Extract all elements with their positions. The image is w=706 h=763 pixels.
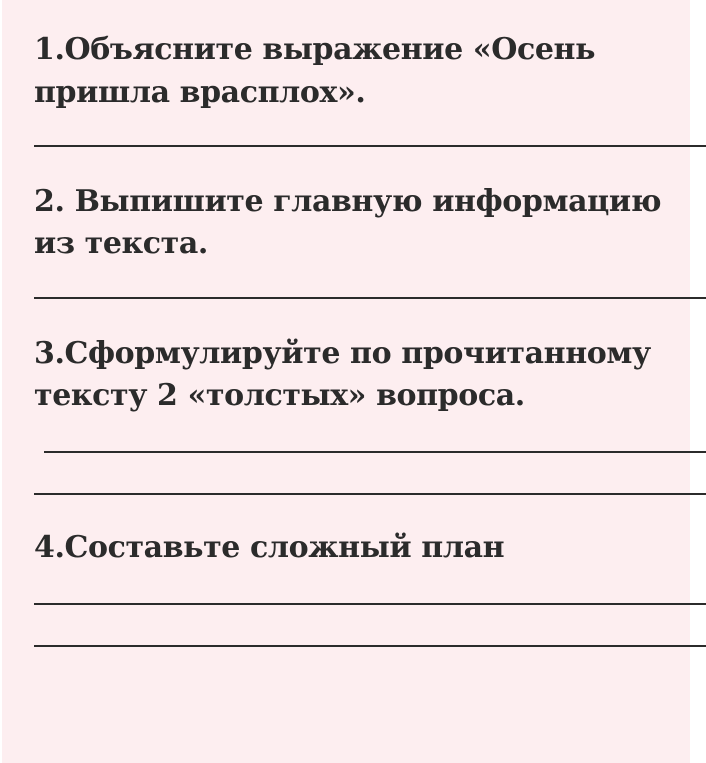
question-1-line-1: 1.Объясните выражение «Осень: [34, 32, 596, 67]
answer-line-3a[interactable]: [44, 451, 706, 453]
question-3-line-1: 3.Сформулируйте по прочитанному: [34, 336, 651, 371]
question-3-line-2: тексту 2 «толстых» вопроса.: [34, 378, 525, 413]
answer-line-2[interactable]: [34, 297, 706, 299]
question-2-line-2: из текста.: [34, 226, 208, 261]
answer-line-3b[interactable]: [34, 493, 706, 495]
question-1-line-2: пришла врасплох».: [34, 75, 366, 110]
question-4-line-1: 4.Составьте сложный план: [34, 530, 505, 565]
answer-line-4a[interactable]: [34, 603, 706, 605]
question-2-line-1: 2. Выпишите главную информацию: [34, 184, 662, 219]
answer-line-4b[interactable]: [34, 645, 706, 647]
answer-line-1[interactable]: [34, 145, 706, 147]
right-margin-strip: [690, 0, 706, 763]
